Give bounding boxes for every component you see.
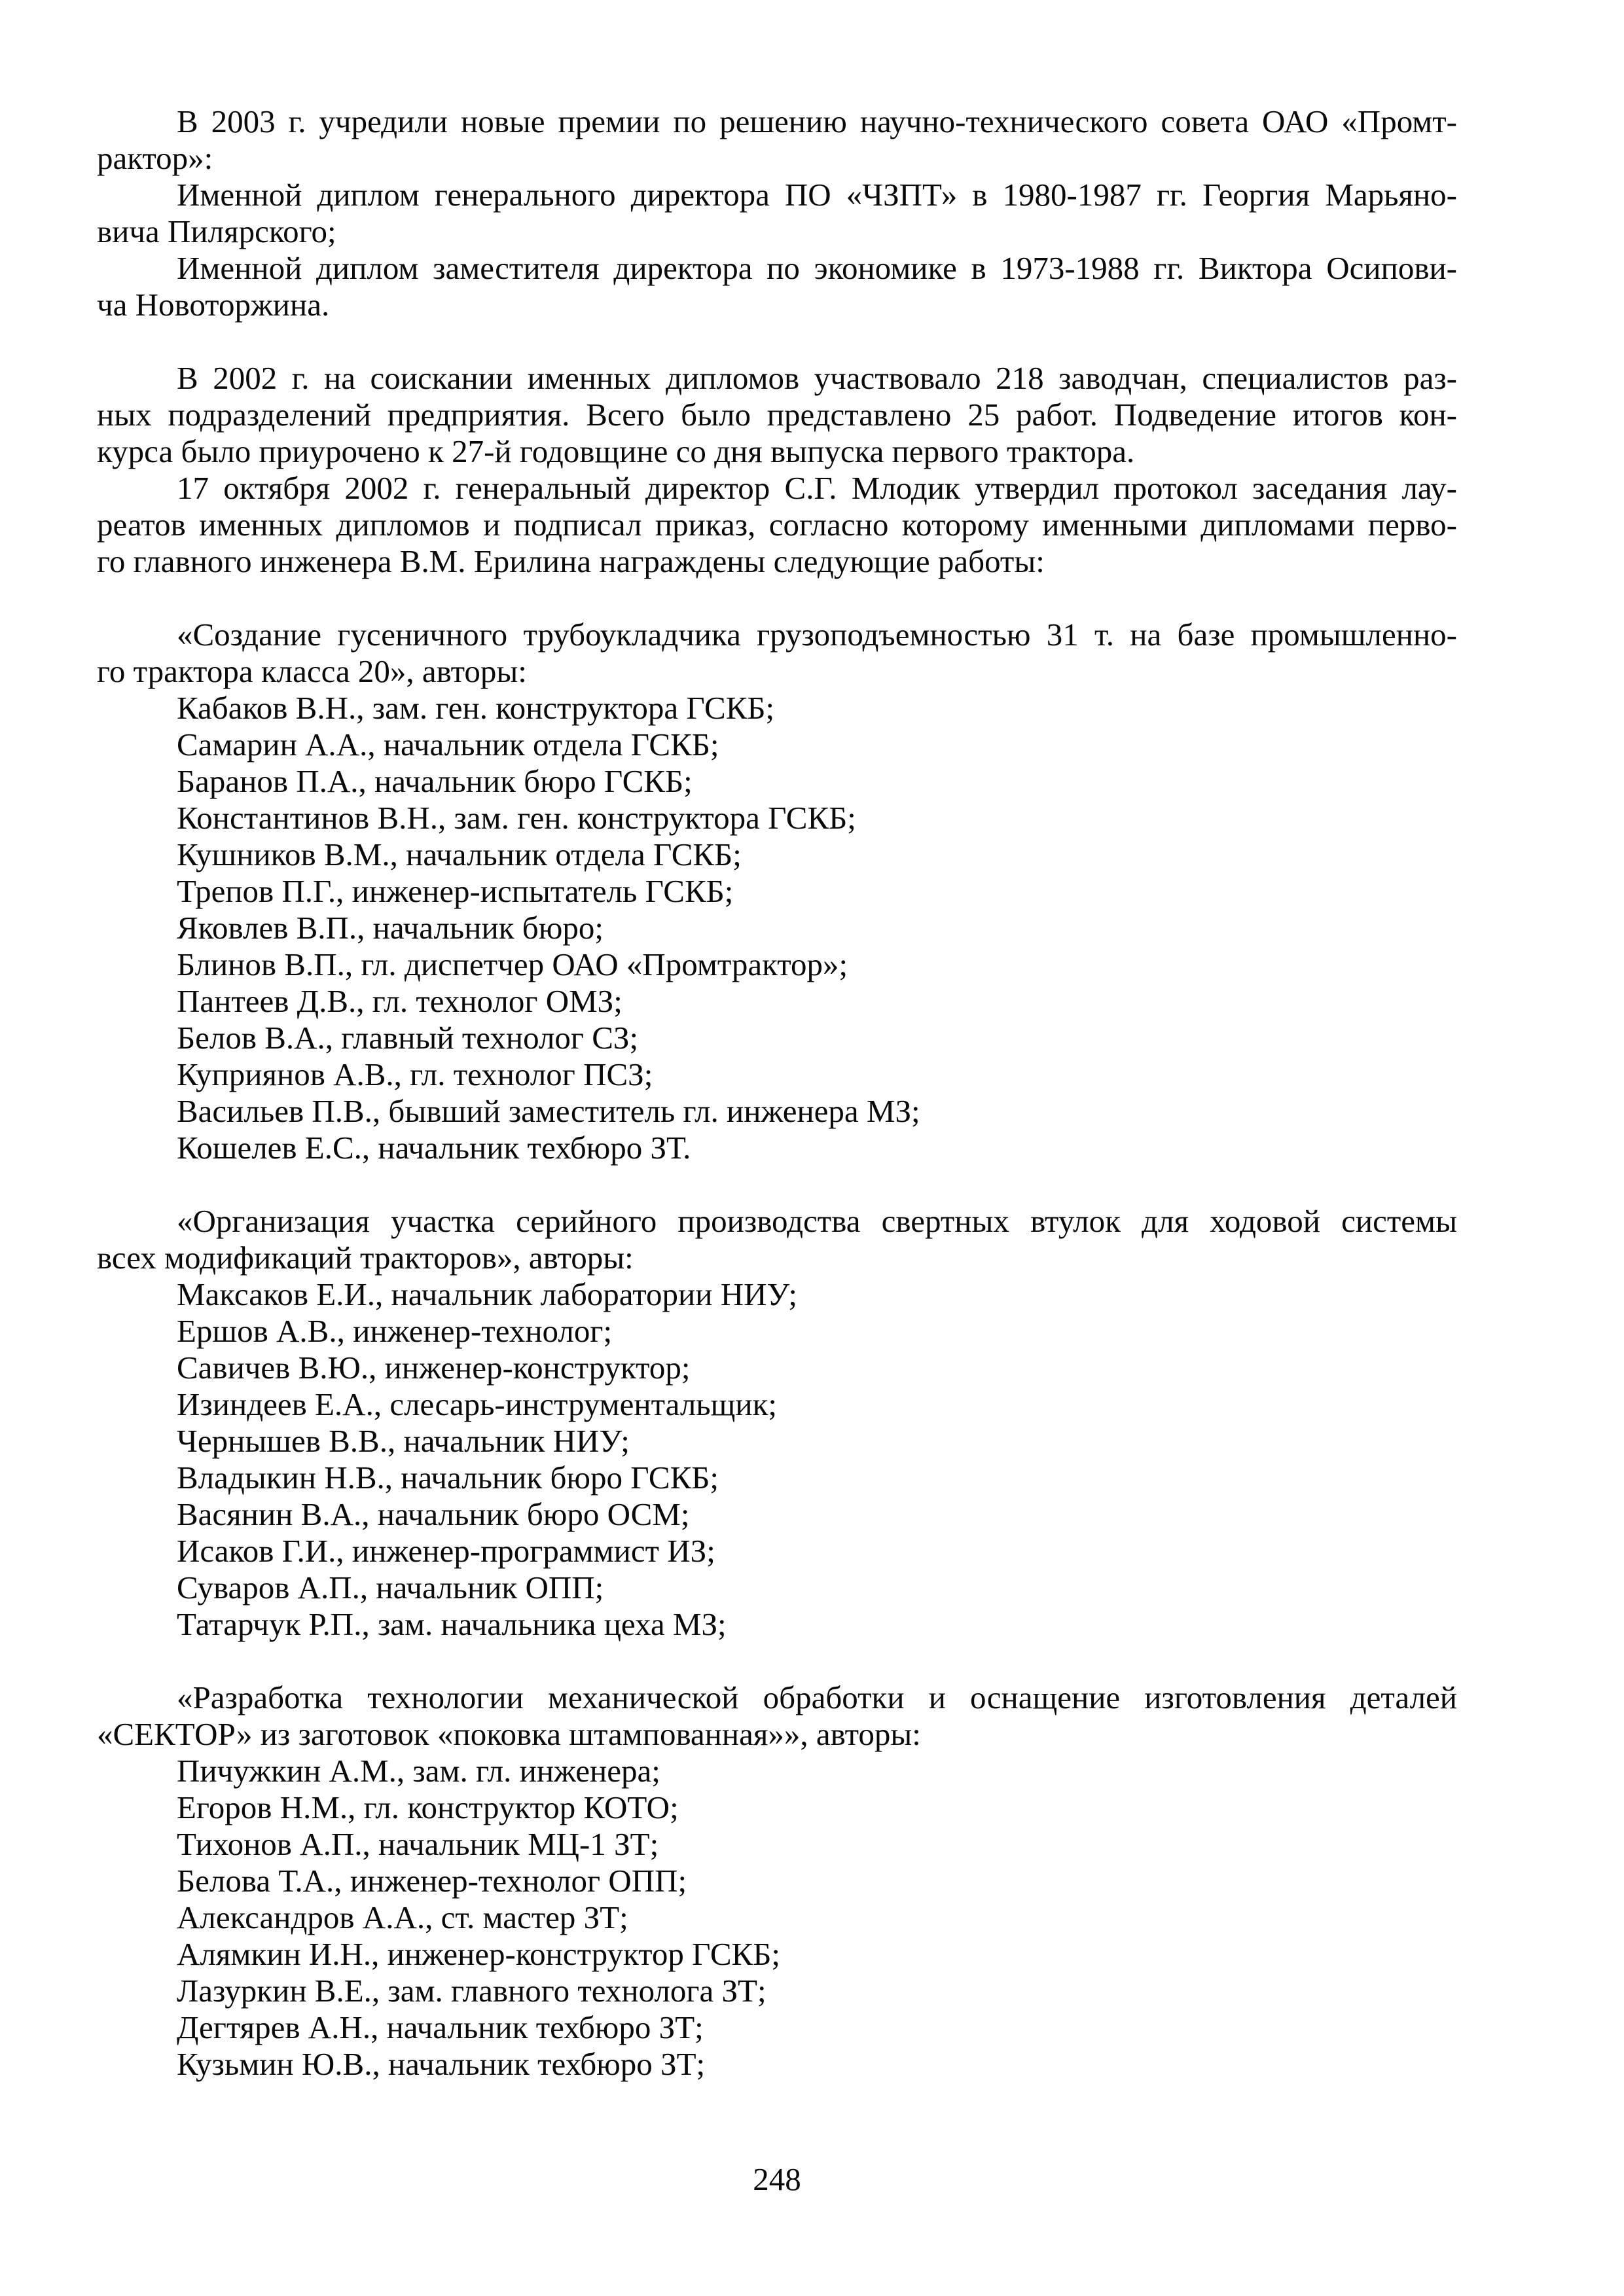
- list-item: Самарин А.А., начальник отдела ГСКБ;: [177, 726, 719, 762]
- list-item: Кошелев Е.С., начальник техбюро ЗТ.: [177, 1130, 691, 1166]
- list-item: Пантеев Д.В., гл. технолог ОМЗ;: [177, 983, 623, 1019]
- list-item: Белов В.А., главный технолог СЗ;: [177, 1020, 639, 1056]
- para-line: В 2002 г. на соискании именных дипломов участвовало 218 заводчан, специалистов раз-: [177, 360, 1457, 396]
- list-item: Суваров А.П., начальник ОПП;: [177, 1570, 604, 1605]
- para-line: ных подразделений предприятия. Всего было представлено 25 работ. Подведение итогов кон-: [97, 397, 1457, 433]
- list-item: Пичужкин А.М., зам. гл. инженера;: [177, 1753, 660, 1789]
- list-item: Трепов П.Г., инженер-испытатель ГСКБ;: [177, 873, 734, 909]
- para-line: В 2003 г. учредили новые премии по решению научно-технического совета ОАО «Промт-: [177, 103, 1457, 139]
- list-item: Яковлев В.П., начальник бюро;: [177, 910, 604, 946]
- work-title-line: го трактора класса 20», авторы:: [97, 653, 527, 689]
- list-item: Владыкин Н.В., начальник бюро ГСКБ;: [177, 1460, 719, 1496]
- list-item: Ершов А.В., инженер-технолог;: [177, 1313, 613, 1349]
- para-line: рактор»:: [97, 140, 213, 176]
- list-item: Васильев П.В., бывший заместитель гл. инженера МЗ;: [177, 1093, 920, 1129]
- list-item: Блинов В.П., гл. диспетчер ОАО «Промтрактор»;: [177, 946, 848, 982]
- text-column: [97, 103, 1457, 2198]
- list-item: Кабаков В.Н., зам. ген. конструктора ГСКБ;: [177, 690, 775, 726]
- list-item: Белова Т.А., инженер-технолог ОПП;: [177, 1863, 687, 1899]
- list-item: Лазуркин В.Е., зам. главного технолога ЗТ;: [177, 1973, 767, 2009]
- list-item: Куприянов А.В., гл. технолог ПСЗ;: [177, 1056, 653, 1092]
- list-item: Исаков Г.И., инженер-программист ИЗ;: [177, 1533, 715, 1569]
- list-item: Егоров Н.М., гл. конструктор КОТО;: [177, 1789, 679, 1825]
- para-line: ча Новоторжина.: [97, 287, 330, 323]
- para-line: реатов именных дипломов и подписал приказ, согласно которому именными дипломами перво-: [97, 507, 1457, 543]
- list-item: Савичев В.Ю., инженер-конструктор;: [177, 1350, 691, 1386]
- work-title-line: всех модификаций тракторов», авторы:: [97, 1240, 634, 1276]
- para-line: курса было приурочено к 27-й годовщине со дня выпуска первого трактора.: [97, 433, 1135, 469]
- work-title-line: «Разработка технологии механической обработки и оснащение изготовления деталей: [177, 1679, 1457, 1715]
- list-item: Кузьмин Ю.В., начальник техбюро ЗТ;: [177, 2046, 706, 2082]
- list-item: Кушников В.М., начальник отдела ГСКБ;: [177, 836, 742, 872]
- para-line: Именной диплом заместителя директора по экономике в 1973-1988 гг. Виктора Осипови-: [177, 250, 1457, 286]
- para-line: вича Пилярского;: [97, 213, 336, 249]
- list-item: Александров А.А., ст. мастер ЗТ;: [177, 1899, 628, 1935]
- list-item: Чернышев В.В., начальник НИУ;: [177, 1423, 630, 1459]
- page-number: 248: [753, 2161, 801, 2197]
- list-item: Максаков Е.И., начальник лаборатории НИУ;: [177, 1276, 797, 1312]
- list-item: Татарчук Р.П., зам. начальника цеха МЗ;: [177, 1606, 727, 1642]
- para-line: 17 октября 2002 г. генеральный директор С.Г. Млодик утвердил протокол заседания лау-: [177, 470, 1457, 506]
- list-item: Алямкин И.Н., инженер-конструктор ГСКБ;: [177, 1936, 780, 1972]
- list-item: Тихонов А.П., начальник МЦ-1 ЗТ;: [177, 1826, 659, 1862]
- para-line: Именной диплом генерального директора ПО «ЧЗПТ» в 1980-1987 гг. Георгия Марьяно-: [177, 177, 1457, 213]
- list-item: Константинов В.Н., зам. ген. конструктора ГСКБ;: [177, 800, 856, 836]
- work-title-line: «Создание гусеничного трубоукладчика грузоподъемностью 31 т. на базе промышленно-: [177, 617, 1457, 653]
- list-item: Изиндеев Е.А., слесарь-инструментальщик;: [177, 1386, 778, 1422]
- list-item: Баранов П.А., начальник бюро ГСКБ;: [177, 763, 693, 799]
- list-item: Васянин В.А., начальник бюро ОСМ;: [177, 1496, 690, 1532]
- document-body: [97, 103, 1457, 2083]
- work-title-line: «СЕКТОР» из заготовок «поковка штампованная»», авторы:: [97, 1716, 921, 1752]
- work-title-line: «Организация участка серийного производства свертных втулок для ходовой системы: [177, 1203, 1457, 1239]
- list-item: Дегтярев А.Н., начальник техбюро ЗТ;: [177, 2009, 704, 2045]
- para-line: го главного инженера В.М. Ерилина награждены следующие работы:: [97, 543, 1045, 579]
